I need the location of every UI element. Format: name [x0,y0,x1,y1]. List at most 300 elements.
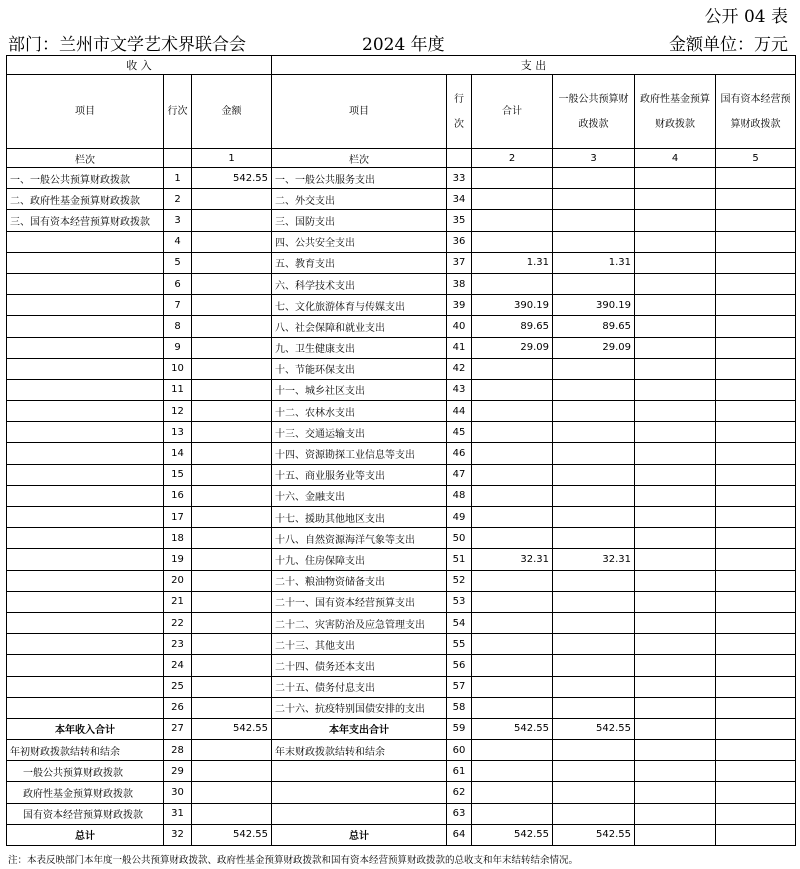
expense-item-header: 项目 [272,75,447,149]
income-row-no: 4 [164,231,192,252]
income-row-no: 20 [164,570,192,591]
income-amount [192,676,272,697]
expense-row-no: 60 [447,740,472,761]
gov-fund-amount [635,337,716,358]
general-budget-amount: 32.31 [553,549,635,570]
income-row-no: 11 [164,379,192,400]
gov-fund-amount [635,549,716,570]
general-budget-amount [553,273,635,294]
state-capital-amount [716,655,796,676]
state-capital-amount [716,358,796,379]
income-row-no: 2 [164,189,192,210]
gov-fund-amount [635,379,716,400]
expense-item: 一、一般公共服务支出 [272,168,447,189]
table-row [7,464,796,485]
income-amount [192,761,272,782]
state-capital-amount [716,697,796,718]
state-capital-amount [716,507,796,528]
gov-fund-amount [635,761,716,782]
expense-row-no: 53 [447,591,472,612]
general-budget-amount [553,210,635,231]
expense-item: 十八、自然资源海洋气象等支出 [272,528,447,549]
gov-fund-amount [635,401,716,422]
expense-total [472,782,553,803]
income-item [7,337,164,358]
income-amount: 542.55 [192,718,272,739]
income-row-no: 8 [164,316,192,337]
table-body [7,168,796,846]
expense-total [472,422,553,443]
expense-total [472,168,553,189]
expense-row-no: 34 [447,189,472,210]
expense-total: 32.31 [472,549,553,570]
expense-item: 三、国防支出 [272,210,447,231]
expense-total [472,210,553,231]
column-index-label: 栏次 [7,149,164,168]
table-row [7,612,796,633]
income-amount-header: 金额 [192,75,272,149]
expense-total: 29.09 [472,337,553,358]
income-item: 三、国有资本经营预算财政拨款 [7,210,164,231]
general-budget-amount [553,443,635,464]
expense-item: 二十六、抗疫特别国债安排的支出 [272,697,447,718]
expense-item: 二十二、灾害防治及应急管理支出 [272,612,447,633]
state-capital-amount [716,210,796,231]
income-row-no: 24 [164,655,192,676]
general-budget-amount [553,612,635,633]
income-item [7,401,164,422]
expense-total [472,803,553,824]
expense-total: 390.19 [472,295,553,316]
income-item [7,549,164,570]
form-number: 公开 04 表 [704,7,788,27]
expense-item: 总计 [272,824,447,845]
expense-total [472,676,553,697]
expense-row-no: 48 [447,485,472,506]
income-row-no: 28 [164,740,192,761]
state-capital-amount [716,379,796,400]
income-amount [192,210,272,231]
gov-fund-amount [635,824,716,845]
expense-item: 十七、援助其他地区支出 [272,507,447,528]
column-index-label: 栏次 [272,149,447,168]
expense-total [472,189,553,210]
income-row-no: 17 [164,507,192,528]
gov-fund-amount [635,634,716,655]
income-item [7,231,164,252]
state-capital-amount [716,485,796,506]
state-capital-amount [716,718,796,739]
column-index-cell [164,149,192,168]
state-capital-amount [716,740,796,761]
state-capital-amount [716,634,796,655]
expense-total [472,528,553,549]
table-row [7,718,796,739]
income-row-no: 23 [164,634,192,655]
expense-row-no: 43 [447,379,472,400]
expense-row-no: 62 [447,782,472,803]
income-amount [192,443,272,464]
state-capital-amount [716,231,796,252]
income-item: 年初财政拨款结转和结余 [7,740,164,761]
income-item [7,358,164,379]
gov-fund-amount [635,740,716,761]
expense-total [472,612,553,633]
income-item [7,612,164,633]
table-row [7,740,796,761]
income-amount [192,252,272,273]
income-item [7,485,164,506]
expense-item: 十、节能环保支出 [272,358,447,379]
gov-fund-amount [635,231,716,252]
state-capital-amount [716,168,796,189]
total-header: 合计 [472,75,553,149]
gov-fund-amount [635,782,716,803]
expense-row-no: 63 [447,803,472,824]
income-row-no: 3 [164,210,192,231]
expense-row-no: 37 [447,252,472,273]
gov-fund-amount [635,676,716,697]
footnote: 注：本表反映部门本年度一般公共预算财政拨款、政府性基金预算财政拨款和国有资本经营预算财政拨款的总收支和年末结转结余情况。 [8,855,579,866]
expense-item: 十四、资源勘探工业信息等支出 [272,443,447,464]
expense-item: 十五、商业服务业等支出 [272,464,447,485]
expense-total: 89.65 [472,316,553,337]
gov-fund-amount [635,358,716,379]
general-budget-amount [553,168,635,189]
state-capital-amount [716,464,796,485]
gov-fund-amount [635,697,716,718]
table-row [7,591,796,612]
general-budget-amount [553,401,635,422]
income-row-no: 26 [164,697,192,718]
income-row-no: 14 [164,443,192,464]
expense-row-no: 42 [447,358,472,379]
income-item [7,443,164,464]
income-item [7,252,164,273]
general-budget-amount: 542.55 [553,824,635,845]
income-amount [192,189,272,210]
general-budget-amount [553,676,635,697]
expense-item: 十二、农林水支出 [272,401,447,422]
gov-fund-amount [635,718,716,739]
state-capital-amount [716,528,796,549]
income-row-no: 29 [164,761,192,782]
general-budget-amount: 390.19 [553,295,635,316]
income-row-no: 27 [164,718,192,739]
expense-row-no: 56 [447,655,472,676]
expense-row-no: 47 [447,464,472,485]
gov-fund-amount [635,612,716,633]
income-row-no: 7 [164,295,192,316]
gov-fund-amount [635,273,716,294]
table-row [7,549,796,570]
amount-unit: 金额单位：万元 [669,35,788,55]
income-amount [192,612,272,633]
gov-fund-amount [635,443,716,464]
income-item [7,422,164,443]
expense-item: 二十五、债务付息支出 [272,676,447,697]
general-budget-amount [553,803,635,824]
expense-row-no: 54 [447,612,472,633]
income-amount [192,507,272,528]
state-capital-amount [716,443,796,464]
expense-item: 二十四、债务还本支出 [272,655,447,676]
table-row [7,273,796,294]
state-capital-amount [716,676,796,697]
expense-total [472,697,553,718]
income-item [7,634,164,655]
income-amount: 542.55 [192,168,272,189]
income-amount [192,358,272,379]
expense-row-no: 50 [447,528,472,549]
state-capital-amount [716,612,796,633]
gov-fund-amount [635,507,716,528]
income-row-no: 9 [164,337,192,358]
income-row-no: 10 [164,358,192,379]
state-capital-amount [716,761,796,782]
expense-total [472,464,553,485]
expense-total [472,634,553,655]
expense-item [272,761,447,782]
general-budget-header: 一般公共预算财政拨款 [553,75,635,149]
general-budget-amount [553,485,635,506]
income-row-no: 21 [164,591,192,612]
income-amount [192,379,272,400]
general-budget-amount [553,761,635,782]
expense-total [472,358,553,379]
gov-fund-amount [635,422,716,443]
gov-fund-amount [635,168,716,189]
income-amount [192,591,272,612]
state-capital-amount [716,401,796,422]
income-amount [192,570,272,591]
general-budget-amount [553,634,635,655]
state-capital-amount [716,316,796,337]
gov-fund-amount [635,485,716,506]
expense-total [472,655,553,676]
income-row-no: 19 [164,549,192,570]
income-item: 总计 [7,824,164,845]
general-budget-amount [553,189,635,210]
expense-item: 二、外交支出 [272,189,447,210]
column-index-cell: 1 [192,149,272,168]
general-budget-amount: 1.31 [553,252,635,273]
income-row-no: 6 [164,273,192,294]
expense-item: 十三、交通运输支出 [272,422,447,443]
table-row [7,231,796,252]
expense-row-no: 51 [447,549,472,570]
column-index-cell [447,149,472,168]
expense-row-no: 55 [447,634,472,655]
income-row-no: 1 [164,168,192,189]
income-item-header: 项目 [7,75,164,149]
income-item: 政府性基金预算财政拨款 [7,782,164,803]
table-row [7,485,796,506]
expense-item [272,803,447,824]
expense-total [472,231,553,252]
gov-fund-amount [635,528,716,549]
table-row [7,210,796,231]
expense-item: 十九、住房保障支出 [272,549,447,570]
expense-row-no: 58 [447,697,472,718]
state-capital-amount [716,803,796,824]
table-row [7,295,796,316]
income-row-no: 32 [164,824,192,845]
expense-total [472,591,553,612]
income-item [7,507,164,528]
expense-row-no-header: 行次 [447,75,472,149]
income-row-no: 18 [164,528,192,549]
expense-row-no: 36 [447,231,472,252]
expense-item [272,782,447,803]
income-amount [192,231,272,252]
income-item [7,273,164,294]
income-row-no: 31 [164,803,192,824]
state-capital-amount [716,782,796,803]
income-row-no: 22 [164,612,192,633]
column-index-cell: 3 [553,149,635,168]
expense-total [472,570,553,591]
state-capital-amount [716,337,796,358]
income-item: 二、政府性基金预算财政拨款 [7,189,164,210]
income-row-no-header: 行次 [164,75,192,149]
expense-item: 九、卫生健康支出 [272,337,447,358]
expense-row-no: 52 [447,570,472,591]
gov-fund-amount [635,316,716,337]
general-budget-amount [553,591,635,612]
income-item [7,528,164,549]
column-index-cell: 4 [635,149,716,168]
expense-row-no: 40 [447,316,472,337]
general-budget-amount: 89.65 [553,316,635,337]
table-row [7,189,796,210]
general-budget-amount [553,507,635,528]
general-budget-amount [553,740,635,761]
expense-row-no: 35 [447,210,472,231]
expense-item: 五、教育支出 [272,252,447,273]
budget-table [6,55,796,846]
income-amount [192,273,272,294]
expense-total: 542.55 [472,824,553,845]
state-capital-amount [716,189,796,210]
expense-total [472,740,553,761]
income-amount [192,549,272,570]
fiscal-year: 2024 年度 [362,35,445,55]
expense-row-no: 44 [447,401,472,422]
expense-total [472,443,553,464]
general-budget-amount [553,570,635,591]
expense-row-no: 64 [447,824,472,845]
expense-total [472,401,553,422]
gov-fund-amount [635,210,716,231]
income-item: 一般公共预算财政拨款 [7,761,164,782]
gov-fund-amount [635,803,716,824]
expense-item: 六、科学技术支出 [272,273,447,294]
table-row [7,634,796,655]
general-budget-amount [553,422,635,443]
income-item: 一、一般公共预算财政拨款 [7,168,164,189]
expense-item: 四、公共安全支出 [272,231,447,252]
income-item [7,570,164,591]
income-row-no: 15 [164,464,192,485]
income-item [7,655,164,676]
income-item [7,676,164,697]
expense-total [472,507,553,528]
state-capital-amount [716,252,796,273]
table-row [7,507,796,528]
income-row-no: 12 [164,401,192,422]
expense-item: 十一、城乡社区支出 [272,379,447,400]
expense-item: 二十、粮油物资储备支出 [272,570,447,591]
table-row [7,528,796,549]
state-capital-header: 国有资本经营预算财政拨款 [716,75,796,149]
table-row [7,379,796,400]
column-index-cell: 5 [716,149,796,168]
expense-row-no: 59 [447,718,472,739]
general-budget-amount [553,379,635,400]
state-capital-amount [716,570,796,591]
general-budget-amount [553,231,635,252]
income-item [7,295,164,316]
general-budget-amount [553,697,635,718]
state-capital-amount [716,824,796,845]
general-budget-amount [553,655,635,676]
expense-item: 八、社会保障和就业支出 [272,316,447,337]
income-row-no: 5 [164,252,192,273]
column-index-cell: 2 [472,149,553,168]
table-row [7,782,796,803]
table-row [7,316,796,337]
expense-item: 七、文化旅游体育与传媒支出 [272,295,447,316]
gov-fund-amount [635,464,716,485]
expense-item: 二十一、国有资本经营预算支出 [272,591,447,612]
expense-total: 1.31 [472,252,553,273]
table-row [7,803,796,824]
expense-row-no: 39 [447,295,472,316]
gov-fund-amount [635,570,716,591]
expense-total [472,761,553,782]
income-amount [192,528,272,549]
expense-section-header: 支 出 [272,56,796,75]
expense-item: 年末财政拨款结转和结余 [272,740,447,761]
gov-fund-amount [635,189,716,210]
table-row [7,824,796,845]
general-budget-amount [553,528,635,549]
general-budget-amount [553,782,635,803]
gov-fund-amount [635,252,716,273]
expense-total [472,379,553,400]
income-amount [192,634,272,655]
income-item [7,464,164,485]
department-label: 部门：兰州市文学艺术界联合会 [8,35,246,55]
general-budget-amount: 29.09 [553,337,635,358]
gov-fund-amount [635,295,716,316]
table-row [7,697,796,718]
table-row [7,655,796,676]
table-row [7,358,796,379]
income-amount [192,337,272,358]
income-amount [192,295,272,316]
expense-item: 二十三、其他支出 [272,634,447,655]
expense-row-no: 61 [447,761,472,782]
income-row-no: 16 [164,485,192,506]
table-row [7,252,796,273]
table-row [7,570,796,591]
income-row-no: 30 [164,782,192,803]
expense-item: 十六、金融支出 [272,485,447,506]
state-capital-amount [716,422,796,443]
income-amount [192,655,272,676]
